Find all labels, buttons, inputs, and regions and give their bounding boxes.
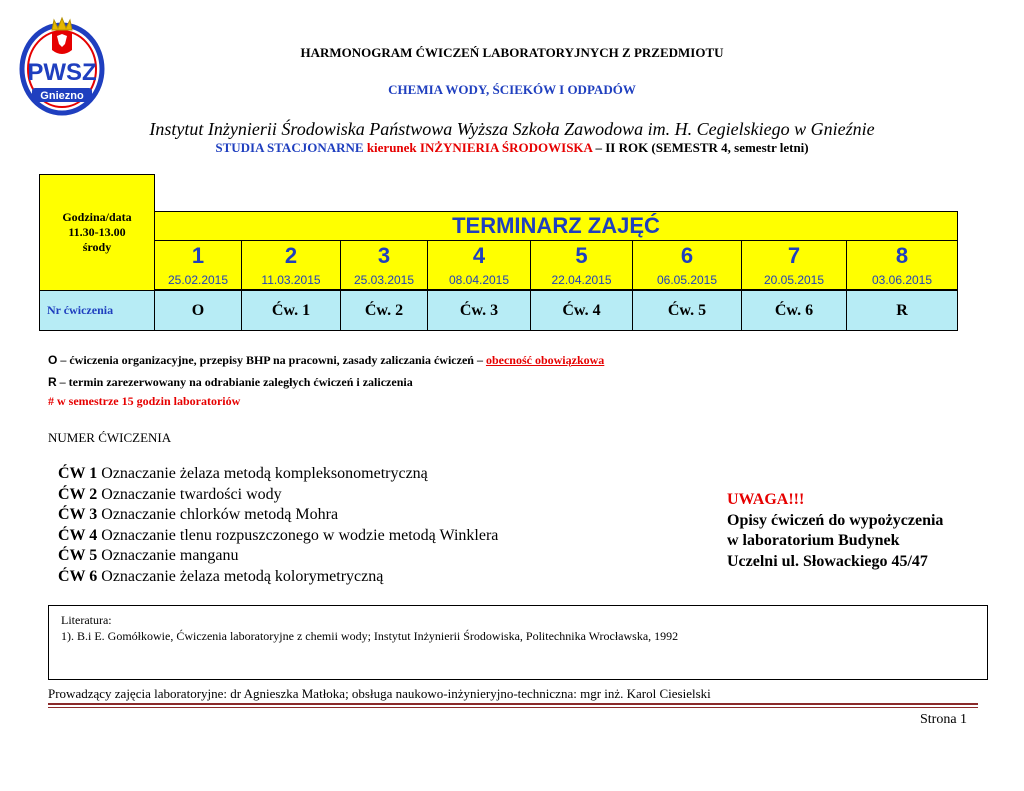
footer-divider	[48, 707, 978, 708]
note-r	[48, 375, 413, 390]
column-number: 5	[575, 243, 588, 268]
row-label: Nr ćwiczenia	[39, 290, 155, 331]
header-title: HARMONOGRAM ĆWICZEŃ LABORATORYJNYCH Z PRZEDMIOTU	[300, 45, 724, 60]
warning-line: Opisy ćwiczeń do wypożyczenia	[727, 511, 944, 529]
corner-line-1: Godzina/data	[62, 210, 132, 224]
column-number: 8	[895, 243, 909, 268]
column-number: 2	[284, 243, 298, 268]
warning-line: Uczelni ul. Słowackiego 45/47	[727, 552, 928, 570]
list-item	[58, 485, 498, 506]
exercise-name: Oznaczanie tlenu rozpuszczonego w wodzie metodą Winklera	[97, 526, 499, 544]
exercise-cell: R	[846, 290, 958, 331]
column-1	[154, 240, 242, 290]
footer-divider	[48, 703, 978, 705]
column-2	[241, 240, 341, 290]
schedule-title: TERMINARZ ZAJĘĆ	[154, 211, 958, 241]
exercise-name: Oznaczanie manganu	[97, 547, 239, 564]
study-info	[0, 140, 1024, 156]
exercise-code: ĆW 3	[58, 506, 98, 523]
column-3	[340, 240, 428, 290]
list-item	[58, 526, 498, 547]
literature-box	[48, 605, 988, 680]
warning-title: UWAGA!!!	[727, 491, 805, 508]
column-number: 6	[680, 243, 694, 268]
logo-text: PWSZ	[27, 59, 97, 86]
exercise-cell: Ćw. 6	[741, 290, 847, 331]
warning-line: w laboratorium Budynek	[727, 532, 900, 549]
list-item	[58, 567, 498, 588]
exercise-name: Oznaczanie chlorków metodą Mohra	[97, 506, 339, 523]
exercise-cell: O	[154, 290, 242, 331]
column-number: 4	[472, 243, 486, 268]
exercise-list	[58, 464, 498, 587]
corner-line-2: 11.30-13.00	[68, 225, 126, 239]
logo-subtext: Gniezno	[40, 90, 84, 102]
column-date: 20.05.2015	[763, 273, 825, 287]
note-r-letter: R	[48, 375, 57, 389]
note-hours: # w semestrze 15 godzin laboratoriów	[48, 394, 241, 408]
exercise-code: ĆW 4	[58, 526, 98, 544]
note-o-text: – ćwiczenia organizacyjne, przepisy BHP na pracowni, zasady zaliczania ćwiczeń –	[57, 353, 486, 367]
exercise-name: Oznaczanie żelaza metodą kompleksonometryczną	[97, 465, 428, 482]
kierunek: INŻYNIERIA ŚRODOWISKA	[419, 140, 593, 155]
list-item	[58, 505, 498, 526]
literature-item: 1). B.i E. Gomółkowie, Ćwiczenia laboratoryjne z chemii wody; Instytut Inżynierii Środowiska, Politechnika Wrocławska, 1992	[61, 629, 679, 643]
pwsz-logo	[18, 14, 106, 120]
column-date: 03.06.2015	[871, 273, 933, 287]
exercise-name: Oznaczanie twardości wody	[97, 485, 282, 503]
institute-name: Instytut Inżynierii Środowiska Państwowa Wyższa Szkoła Zawodowa im. H. Cegielskiego w Gnieźnie	[149, 119, 875, 139]
column-8	[846, 240, 958, 290]
column-7	[741, 240, 847, 290]
column-date: 22.04.2015	[551, 273, 612, 287]
column-6	[632, 240, 742, 290]
column-date: 25.03.2015	[353, 273, 415, 287]
column-number: 7	[787, 243, 801, 268]
note-o	[48, 353, 604, 368]
attendance-required: obecność obowiązkowa	[485, 353, 605, 367]
exercise-code: ĆW 5	[58, 547, 98, 564]
column-5	[530, 240, 633, 290]
column-number: 1	[191, 243, 205, 268]
corner-line-3: środy	[82, 240, 112, 254]
literature-label: Literatura:	[61, 613, 112, 627]
table-corner	[39, 174, 155, 291]
column-number: 3	[377, 243, 391, 268]
exercise-code: ĆW 2	[58, 485, 98, 503]
note-r-text: – termin zarezerwowany na odrabianie zaległych ćwiczeń i zaliczenia	[56, 375, 413, 389]
exercise-cell: Ćw. 1	[241, 290, 341, 331]
exercise-code: ĆW 1	[58, 465, 98, 482]
column-date: 06.05.2015	[656, 273, 718, 287]
study-mode: STUDIA STACJONARNE	[215, 140, 364, 155]
exercise-cell: Ćw. 5	[632, 290, 742, 331]
list-item	[58, 464, 498, 485]
column-date: 25.02.2015	[167, 273, 229, 287]
exercise-cell: Ćw. 4	[530, 290, 633, 331]
exercise-list-heading: NUMER ĆWICZENIA	[48, 430, 172, 445]
list-item	[58, 546, 498, 567]
column-date: 11.03.2015	[261, 273, 321, 287]
note-o-letter: O	[48, 353, 58, 367]
exercise-cell: Ćw. 2	[340, 290, 428, 331]
kierunek-label: kierunek	[366, 140, 417, 155]
year-semester: – II ROK (SEMESTR 4, semestr letni)	[595, 140, 809, 155]
footer-staff: Prowadzący zajęcia laboratoryjne: dr Agnieszka Matłoka; obsługa naukowo-inżynieryjno-techniczna: mgr inż. Karol Ciesielski	[48, 686, 711, 701]
exercise-code: ĆW 6	[58, 567, 98, 585]
exercise-name: Oznaczanie żelaza metodą kolorymetryczną	[97, 567, 384, 585]
subject-title: CHEMIA WODY, ŚCIEKÓW I ODPADÓW	[388, 82, 636, 97]
exercise-cell: Ćw. 3	[427, 290, 531, 331]
column-date: 08.04.2015	[448, 273, 510, 287]
warning-box	[727, 490, 943, 572]
column-4	[427, 240, 531, 290]
page-number: Strona 1	[920, 712, 968, 727]
